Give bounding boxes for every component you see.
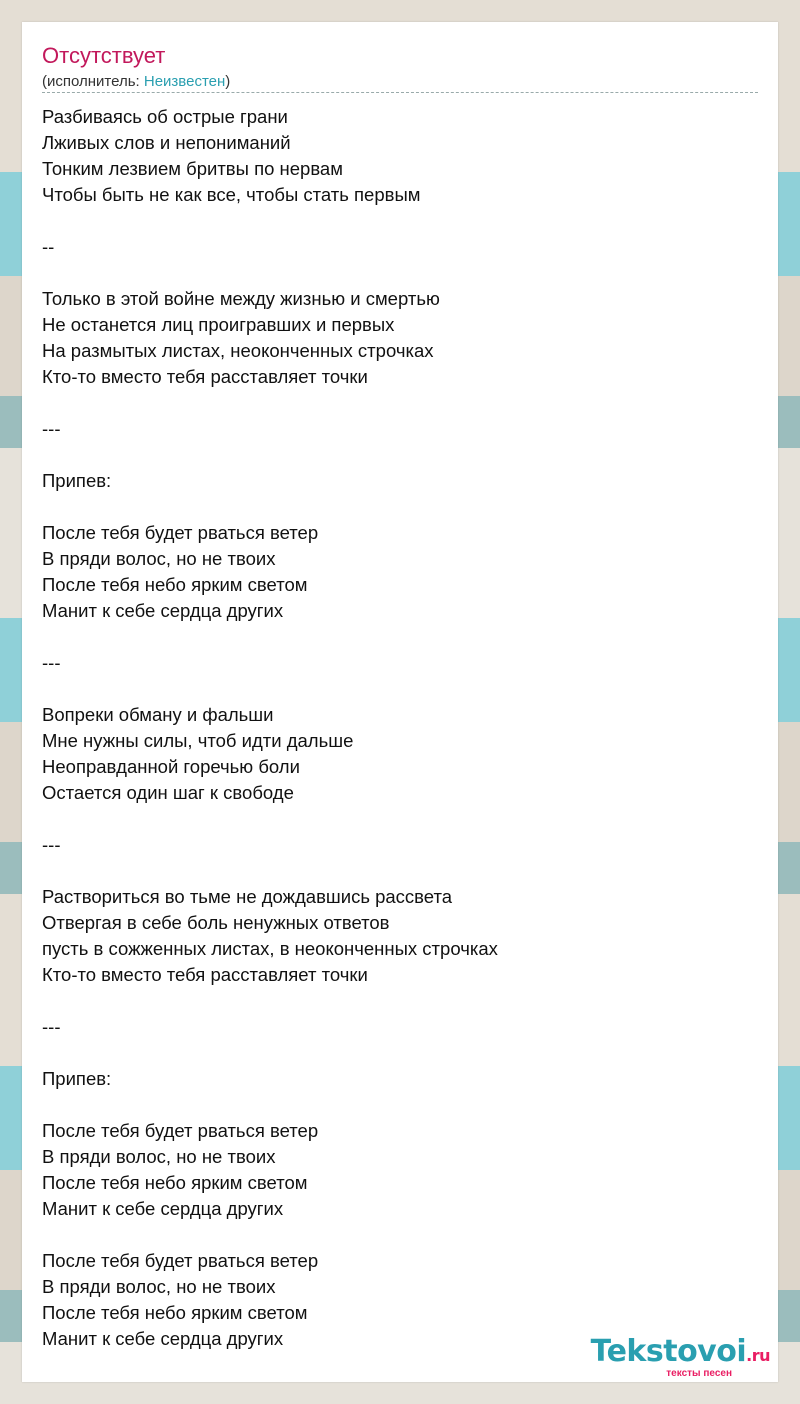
lyric-line: Чтобы быть не как все, чтобы стать первым (42, 184, 421, 205)
lyric-line: В пряди волос, но не твоих (42, 1146, 276, 1167)
lyric-line (42, 806, 758, 832)
lyric-line (42, 988, 758, 1014)
artist-link[interactable]: Неизвестен (143, 73, 226, 90)
lyric-line (42, 858, 758, 884)
logo-tld: .ru (746, 1346, 770, 1365)
lyrics-card (22, 22, 778, 1382)
lyric-line: Только в этой войне между жизнью и смертью (42, 288, 440, 309)
logo-tagline: тексты песен (666, 1368, 732, 1379)
lyric-line (42, 208, 758, 234)
lyric-line: Тонким лезвием бритвы по нервам (42, 158, 343, 179)
lyric-line: --- (42, 652, 61, 673)
lyric-line: После тебя будет рваться ветер (42, 1120, 319, 1141)
lyric-line (42, 442, 758, 468)
lyric-line: Неоправданной горечью боли (42, 756, 300, 777)
lyric-line (42, 676, 758, 702)
lyric-line: Лживых слов и непониманий (42, 132, 291, 153)
lyric-line (42, 1092, 758, 1118)
lyric-line: Отвергая в себе боль ненужных ответов (42, 912, 390, 933)
lyric-line: Кто-то вместо тебя расставляет точки (42, 964, 368, 985)
lyric-line: После тебя небо ярким светом (42, 1302, 308, 1323)
artist-line (42, 73, 230, 91)
lyric-line (42, 494, 758, 520)
lyric-line: После тебя будет рваться ветер (42, 522, 319, 543)
artist-suffix: ) (225, 73, 231, 90)
lyric-line: Манит к себе сердца других (42, 1328, 284, 1349)
lyric-line: Разбиваясь об острые грани (42, 106, 288, 127)
lyric-line (42, 260, 758, 286)
lyric-line: В пряди волос, но не твоих (42, 548, 276, 569)
artist-prefix: (исполнитель: (42, 73, 144, 90)
site-logo[interactable] (591, 1336, 770, 1380)
lyric-line: Манит к себе сердца других (42, 1198, 284, 1219)
lyric-line: --- (42, 1016, 61, 1037)
lyric-line: Припев: (42, 1068, 112, 1089)
lyric-line: В пряди волос, но не твоих (42, 1276, 276, 1297)
lyric-line: -- (42, 236, 55, 257)
lyric-line: --- (42, 418, 61, 439)
lyrics-text (42, 104, 758, 1352)
lyric-line: Вопреки обману и фальши (42, 704, 274, 725)
lyric-line (42, 390, 758, 416)
lyric-line: На размытых листах, неоконченных строчках (42, 340, 434, 361)
logo-name: Tekstovoi (590, 1334, 747, 1369)
lyric-line: После тебя небо ярким светом (42, 574, 308, 595)
lyric-line: Не останется лиц проигравших и первых (42, 314, 395, 335)
lyric-line (42, 1222, 758, 1248)
lyric-line: Мне нужны силы, чтоб идти дальше (42, 730, 354, 751)
lyric-line: Манит к себе сердца других (42, 600, 284, 621)
lyric-line (42, 1040, 758, 1066)
logo-wordmark (591, 1336, 770, 1372)
lyric-line: --- (42, 834, 61, 855)
lyric-line: Кто-то вместо тебя расставляет точки (42, 366, 368, 387)
lyric-line: После тебя небо ярким светом (42, 1172, 308, 1193)
lyric-line: Раствориться во тьме не дождавшись рассвета (42, 886, 453, 907)
lyric-line: Припев: (42, 470, 112, 491)
lyric-line: Остается один шаг к свободе (42, 782, 294, 803)
lyric-line (42, 624, 758, 650)
song-title: Отсутствует (42, 43, 166, 68)
lyric-line: пусть в сожженных листах, в неоконченных строчках (42, 938, 498, 959)
title-divider (42, 92, 758, 93)
lyric-line: После тебя будет рваться ветер (42, 1250, 319, 1271)
